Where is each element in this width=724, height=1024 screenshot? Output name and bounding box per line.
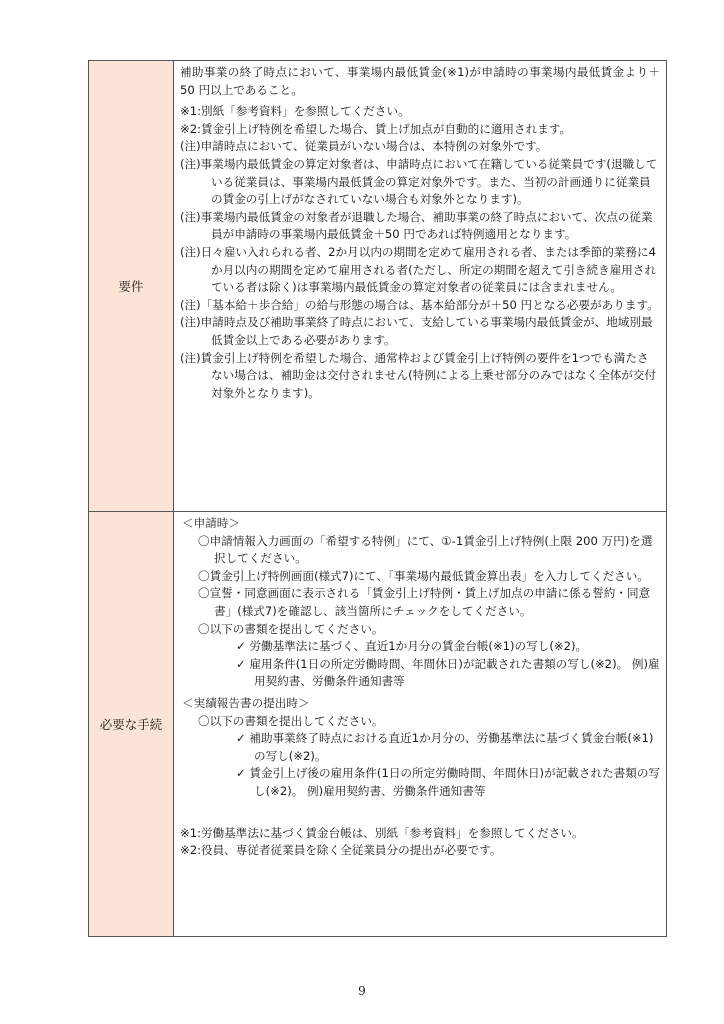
requirements-table	[88, 60, 667, 937]
requirements-note: ※1:別紙「参考資料」を参照してください。	[180, 104, 410, 119]
requirements-note: (注)賃金引上げ特例を希望した場合、通常枠および賃金引上げ特例の要件を1つでも満たさない場合は、補助金は交付されません(特例による上乗せ部分のみではなく全体が交付対象外となります)。	[180, 350, 657, 400]
requirements-note: (注)事業場内最低賃金の算定対象者は、申請時点において在籍している従業員です(退職している従業員は、事業場内最低賃金の算定対象外です。また、当初の計画通りに従業員の賃金の引上げがなされていない場合も対象外となります)。	[180, 156, 658, 207]
requirements-row	[89, 61, 667, 512]
requirements-cell	[174, 61, 667, 512]
requirements-main-text: 補助事業の終了時点において、事業場内最低賃金(※1)が申請時の事業場内最低賃金より＋50 円以上であること。	[180, 65, 660, 97]
report-section-title: ＜実績報告書の提出時＞	[182, 695, 310, 710]
procedures-row	[89, 512, 667, 937]
procedures-footnote: ※1:労働基準法に基づく賃金台帳は、別紙「参考資料」を参照してください。	[180, 825, 584, 840]
report-document-item: ✓ 賃金引上げ後の雇用条件(1日の所定労働時間、年間休日)が記載された書類の写し(※2)。 例)雇用契約書、労働条件通知書等	[236, 766, 661, 798]
procedures-footnote: ※2:役員、専従者従業員を除く全従業員分の提出が必要です。	[180, 843, 502, 858]
report-document-item: ✓ 補助事業終了時点における直近1か月分の、労働基準法に基づく賃金台帳(※1)の写し(※2)。	[236, 731, 654, 763]
application-document-item: ✓ 労働基準法に基づく、直近1か月分の賃金台帳(※1)の写し(※2)。	[236, 639, 588, 654]
application-step: 〇以下の書類を提出してください。	[198, 621, 384, 636]
application-step: 〇申請情報入力画面の「希望する特例」にて、①-1賃金引上げ特例(上限 200 万円)を選択してください。	[198, 533, 653, 566]
requirements-note: (注)日々雇い入れられる者、2か月以内の期間を定めて雇用される者、または季節的業務に4か月以内の期間を定めて雇用される者(ただし、所定の期間を超えて引き続き雇用されている者は除く)は事業場内最低賃金の算定対象者の従業員には含まれません。	[180, 244, 657, 295]
application-step: 〇宣誓・同意画面に表示される「賃金引上げ特例・賃上げ加点の申請に係る誓約・同意書」(様式7)を確認し、該当箇所にチェックをしてください。	[198, 586, 651, 618]
application-section-title: ＜申請時＞	[182, 516, 240, 530]
requirements-note: (注)申請時点及び補助事業終了時点において、支給している事業場内最低賃金が、地域別最低賃金以上である必要があります。	[180, 315, 653, 347]
requirements-note: (注)事業場内最低賃金の対象者が退職した場合、補助事業の終了時点において、次点の従業員が申請時の事業場内最低賃金＋50 円であれば特例適用となります。	[180, 209, 653, 242]
report-step: 〇以下の書類を提出してください。	[198, 713, 384, 728]
requirements-note: (注)「基本給＋歩合給」の給与形態の場合は、基本給部分が＋50 円となる必要があります。	[180, 297, 659, 312]
page-number: 9	[358, 984, 366, 998]
requirements-note: ※2:賃金引上げ特例を希望した場合、賃上げ加点が自動的に適用されます。	[180, 121, 572, 136]
requirements-note: (注)申請時点において、従業員がいない場合は、本特例の対象外です。	[180, 139, 548, 154]
requirements-header: 要件	[89, 61, 174, 512]
procedures-cell	[174, 512, 667, 937]
application-step: 〇賃金引上げ特例画面(様式7)にて、「事業場内最低賃金算出表」を入力してください。	[198, 568, 649, 583]
application-document-item: ✓ 雇用条件(1日の所定労働時間、年間休日)が記載された書類の写し(※2)。 例)雇用契約書、労働条件通知書等	[236, 656, 660, 689]
procedures-header: 必要な手続	[89, 512, 174, 937]
